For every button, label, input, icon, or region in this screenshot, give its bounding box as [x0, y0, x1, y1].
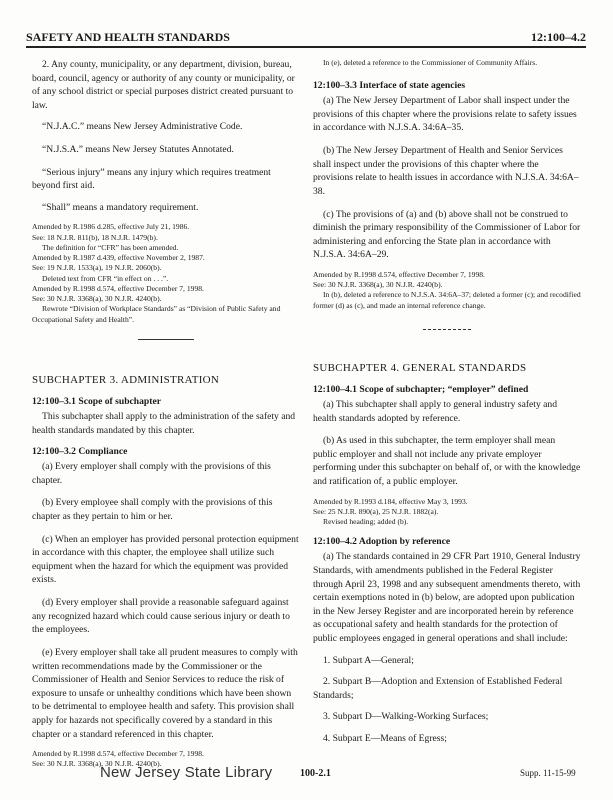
- list-item: 3. Subpart D—Walking-Working Surfaces;: [323, 711, 489, 723]
- library-watermark: New Jersey State Library: [100, 764, 273, 781]
- list-item: 2. Subpart B—Adoption and Extension of Established Federal Standards;: [313, 676, 563, 701]
- section-3-2-e: (e) Every employer shall take all prudent measures to comply with written recommendations made by the Commissioner or the Commissioner of Health and Senior Services to reduce the risk of exposure to unsafe or unhealthy conditions which have been shown to be detrimental to employee health and safety. This provision shall apply for hazards not specifically covered by a standard in this chapter or a standard referenced in this chapter.: [32, 646, 298, 740]
- section-3-3-a: (a) The New Jersey Department of Labor shall inspect under the provisions of this chapter where the provisions relate to safety issues in accordance with N.J.S.A. 34:6A–35.: [313, 95, 577, 134]
- right-column: [313, 56, 581, 746]
- history-line: See: 30 N.J.R. 3368(a), 30 N.J.R. 4240(b).: [313, 280, 443, 290]
- running-header: [26, 26, 586, 48]
- history-line: Amended by R.1986 d.285, effective July 21, 1986.: [32, 222, 190, 232]
- section-divider: [423, 329, 471, 330]
- list-item: 4. Subpart E—Means of Egress;: [323, 733, 447, 745]
- section-3-2-heading: 12:100–3.2 Compliance: [32, 446, 128, 458]
- section-4-1-b: (b) As used in this subchapter, the term employer shall mean public employer and shall not include any private employer performing under this subchapter on behalf of, or with the knowledge and ratification of, a public employer.: [313, 435, 581, 487]
- section-3-2-a: (a) Every employer shall comply with the provisions of this chapter.: [32, 461, 271, 486]
- header-section-number: 12:100–4.2: [531, 30, 586, 44]
- history-line: The definition for “CFR” has been amended.: [42, 242, 179, 252]
- history-line: See: 30 N.J.R. 3368(a), 30 N.J.R. 4240(b).: [32, 294, 162, 304]
- page-number: 100-2.1: [300, 768, 331, 779]
- header-title: SAFETY AND HEALTH STANDARDS: [26, 30, 230, 44]
- section-3-3-c: (c) The provisions of (a) and (b) above shall not be construed to diminish the primary responsibility of the Commissioner of Labor for administering and enforcing the State plan in accordance with N.J.S.A. 34:6A–29.: [313, 208, 581, 261]
- history-line: See: 18 N.J.R. 811(b), 18 N.J.R. 1479(b).: [32, 232, 158, 242]
- section-3-2-d: (d) Every employer shall provide a reasonable safeguard against any recognized hazard which could cause serious injury or death to the employees.: [32, 597, 290, 636]
- section-3-2-c: (c) When an employer has provided personal protection equipment in accordance with this chapter, the employee shall utilize such equipment when the hazard for which the equipment was provided exists.: [32, 533, 299, 586]
- history-line: Rewrote “Division of Workplace Standards” as “Division of Public Safety and Occupational Safety and Health”.: [32, 304, 281, 324]
- subchapter-3-title: SUBCHAPTER 3. ADMINISTRATION: [32, 373, 220, 386]
- section-4-2-a: (a) The standards contained in 29 CFR Part 1910, General Industry Standards, with amendments published in the Federal Register through April 23, 1998 and any subsequent amendments thereto, with certain exemptions noted in (b) below, are adopted upon publication in the New Jersey Register and are incorporated herein by reference as occupational safety and health standards for the protection of public employees engaged in general operations and shall include:: [313, 551, 581, 645]
- history-line: Amended by R.1998 d.574, effective December 7, 1998.: [313, 269, 485, 279]
- history-note: [313, 270, 581, 311]
- history-line: See: 25 N.J.R. 890(a), 25 N.J.R. 1882(a).: [313, 506, 439, 516]
- section-divider: [138, 339, 194, 340]
- definition-njsa: “N.J.S.A.” means New Jersey Statutes Annotated.: [42, 144, 234, 156]
- history-line: In (b), deleted a reference to N.J.S.A. 34:6A–37; deleted a former (c); and recodified former (d) as (c), and made an internal reference change.: [313, 290, 581, 310]
- history-line: See: 19 N.J.R. 1533(a), 19 N.J.R. 2060(b).: [32, 263, 162, 273]
- history-line: See: 30 N.J.R. 3368(a), 30 N.J.R. 4240(b).: [32, 759, 162, 769]
- definition-serious-injury: “Serious injury” means any injury which requires treatment beyond first aid.: [32, 166, 271, 192]
- definition-2: 2. Any county, municipality, or any department, division, bureau, board, council, agency or authority of any county or municipality, or of any school district or special purposes district created pursuant to law.: [32, 59, 295, 111]
- history-note: [32, 222, 300, 325]
- definition-njac: “N.J.A.C.” means New Jersey Administrative Code.: [42, 121, 243, 133]
- history-line: Amended by R.1998 d.574, effective December 7, 1998.: [32, 283, 204, 293]
- section-3-3-heading: 12:100–3.3 Interface of state agencies: [313, 80, 466, 92]
- section-3-1-heading: 12:100–3.1 Scope of subchapter: [32, 395, 161, 407]
- left-column: [32, 56, 300, 770]
- history-line: Revised heading; added (b).: [323, 517, 409, 527]
- history-line: Amended by R.1987 d.439, effective November 2, 1987.: [32, 253, 205, 263]
- section-3-1-text: This subchapter shall apply to the administration of the safety and health standards mandated by this chapter.: [32, 410, 296, 436]
- section-3-2-b: (b) Every employee shall comply with the provisions of this chapter as they pertain to him or her.: [32, 497, 273, 523]
- page-footer: [0, 760, 613, 790]
- history-line: Amended by R.1993 d.184, effective May 3, 1993.: [313, 496, 468, 506]
- supplement-date: Supp. 11-15-99: [520, 768, 576, 778]
- section-4-1-heading: 12:100–4.1 Scope of subchapter; “employer” defined: [313, 383, 529, 395]
- history-line: Amended by R.1998 d.574, effective December 7, 1998.: [32, 749, 204, 759]
- history-line: In (e), deleted a reference to the Commissioner of Community Affairs.: [323, 58, 538, 67]
- section-4-1-a: (a) This subchapter shall apply to general industry safety and health standards adopted by reference.: [313, 398, 558, 424]
- definition-shall: “Shall” means a mandatory requirement.: [42, 201, 199, 213]
- section-3-3-b: (b) The New Jersey Department of Health and Senior Services shall inspect under the provisions of this chapter where the provisions relate to health issues in accordance with N.J.S.A. 34:6A–38.: [313, 145, 579, 197]
- list-item: 1. Subpart A—General;: [323, 654, 414, 666]
- subchapter-4-title: SUBCHAPTER 4. GENERAL STANDARDS: [313, 361, 527, 374]
- history-note: [313, 497, 581, 528]
- history-line: Deleted text from CFR “in effect on . . .”.: [42, 273, 169, 283]
- section-4-2-heading: 12:100–4.2 Adoption by reference: [313, 536, 451, 548]
